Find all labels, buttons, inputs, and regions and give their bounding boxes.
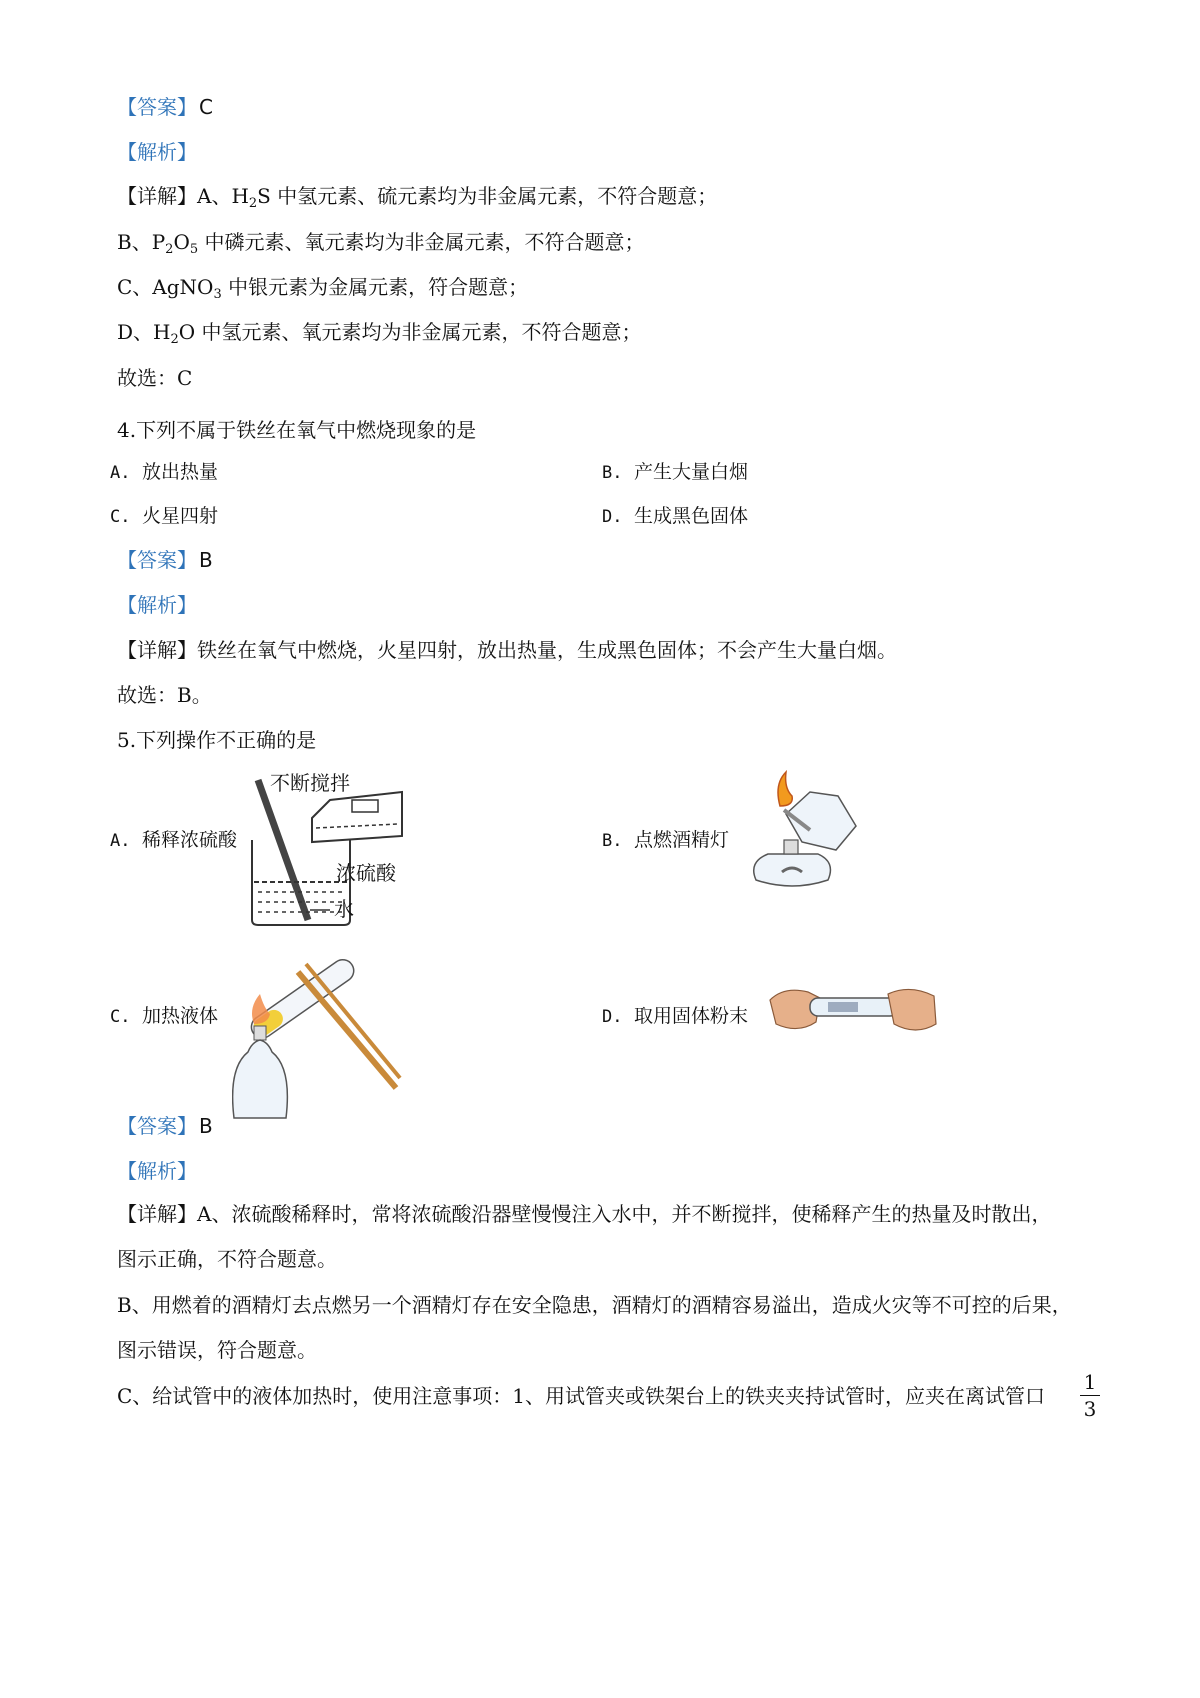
glass-rod xyxy=(258,780,308,920)
q4-option-a-letter: A. xyxy=(110,463,131,483)
q3-detail-c xyxy=(117,273,528,301)
q3-detail-d-pre: D、H xyxy=(117,320,171,344)
powder xyxy=(828,1002,858,1012)
q3-detail-b-pre: B、P xyxy=(117,230,166,254)
q3-detail-a xyxy=(117,182,717,210)
q5-option-d-text: 取用固体粉末 xyxy=(634,1005,749,1027)
flame-icon xyxy=(778,772,792,806)
q4-option-c-text: 火星四射 xyxy=(142,505,219,527)
q5-option-d xyxy=(602,1002,748,1031)
q4-answer-value: B xyxy=(199,548,213,572)
q4-option-c-letter: C. xyxy=(110,507,131,527)
q5-option-a-text: 稀释浓硫酸 xyxy=(142,829,238,851)
q3-detail-d-post: O 中氢元素、氧元素均为非金属元素，不符合题意； xyxy=(178,320,642,344)
q3-detail-a-pre: A、H xyxy=(197,184,249,208)
heating-liquid-figure xyxy=(232,928,432,1128)
q4-option-d-text: 生成黑色固体 xyxy=(634,505,749,527)
q4-detail-text: 铁丝在氧气中燃烧，火星四射，放出热量，生成黑色固体；不会产生大量白烟。 xyxy=(197,638,897,662)
q3-detail-b-mid: O xyxy=(173,230,190,254)
q5-option-a-letter: A. xyxy=(110,831,131,851)
q3-detail-b-sub2: 5 xyxy=(189,242,199,257)
detail-tag: 【详解】 xyxy=(117,1202,197,1226)
analysis-tag: 【解析】 xyxy=(117,593,197,617)
figure-a-stir-label: 不断搅拌 xyxy=(270,771,350,795)
q5-detail-b2: 图示错误，符合题意。 xyxy=(117,1338,317,1362)
q4-option-d-letter: D. xyxy=(602,507,623,527)
q4-option-d xyxy=(602,502,748,531)
q4-detail xyxy=(117,636,897,664)
q3-detail-b-sub1: 2 xyxy=(165,242,174,257)
q5-option-c xyxy=(110,1002,218,1031)
detail-tag: 【详解】 xyxy=(117,184,197,208)
q4-option-a xyxy=(110,458,218,487)
test-tube-holder xyxy=(298,972,396,1088)
powder-figure xyxy=(768,980,938,1040)
q3-answer-value: C xyxy=(199,95,213,119)
q5-option-c-letter: C. xyxy=(110,1007,131,1027)
analysis-tag: 【解析】 xyxy=(117,140,197,164)
q4-option-b-text: 产生大量白烟 xyxy=(634,461,749,483)
q3-detail-a-post: S 中氢元素、硫元素均为非金属元素，不符合题意； xyxy=(257,184,718,208)
q3-detail-b xyxy=(117,228,644,256)
q5-detail-c1: C、给试管中的液体加热时，使用注意事项：1、用试管夹或铁架台上的铁夹夹持试管时，应夹在离试管口 xyxy=(117,1384,1046,1408)
q5-detail-a1-text: A、浓硫酸稀释时，常将浓硫酸沿器壁慢慢注入水中，并不断搅拌，使稀释产生的热量及时散出， xyxy=(197,1202,1052,1226)
alcohol-lamp-figure xyxy=(740,770,870,900)
fraction-denominator: 3 xyxy=(1083,1397,1097,1421)
q5-stem: 5.下列操作不正确的是 xyxy=(117,728,317,752)
detail-tag: 【详解】 xyxy=(117,638,197,662)
q4-option-b-letter: B. xyxy=(602,463,623,483)
alcohol-lamp xyxy=(233,1040,288,1118)
dilute-acid-figure xyxy=(250,770,460,930)
q3-detail-d xyxy=(117,318,642,346)
q5-analysis-line xyxy=(117,1157,197,1185)
q5-option-b-letter: B. xyxy=(602,831,623,851)
fraction-one-third xyxy=(1080,1370,1100,1421)
q5-option-a xyxy=(110,826,237,855)
q5-detail-a1 xyxy=(117,1200,1051,1228)
answer-tag: 【答案】 xyxy=(117,548,197,572)
q5-option-d-letter: D. xyxy=(602,1007,623,1027)
q3-detail-c-pre: C、AgNO xyxy=(117,275,214,299)
q4-option-b xyxy=(602,458,748,487)
lower-lamp xyxy=(754,854,831,886)
answer-tag: 【答案】 xyxy=(117,1114,197,1138)
q3-answer-line xyxy=(117,93,213,121)
fraction-numerator: 1 xyxy=(1083,1370,1097,1394)
right-hand-icon xyxy=(888,989,936,1030)
q3-detail-c-sub: 3 xyxy=(213,287,222,302)
analysis-tag: 【解析】 xyxy=(117,1159,197,1183)
figure-a-acid-label: 浓硫酸 xyxy=(336,861,396,885)
q3-detail-a-sub: 2 xyxy=(248,196,258,211)
q5-detail-b1: B、用燃着的酒精灯去点燃另一个酒精灯存在安全隐患，酒精灯的酒精容易溢出，造成火灾等不可控的后果， xyxy=(117,1293,1072,1317)
q5-option-b-text: 点燃酒精灯 xyxy=(634,829,730,851)
flame-icon xyxy=(252,994,270,1024)
q4-answer-line xyxy=(117,546,213,574)
q3-detail-c-post: 中银元素为金属元素，符合题意； xyxy=(221,275,529,299)
q4-stem: 4.下列不属于铁丝在氧气中燃烧现象的是 xyxy=(117,418,477,442)
q5-answer-line xyxy=(117,1112,213,1140)
answer-tag: 【答案】 xyxy=(117,95,197,119)
figure-a-water-label: 水 xyxy=(334,897,354,921)
q5-option-c-text: 加热液体 xyxy=(142,1005,219,1027)
q3-detail-b-post: 中磷元素、氧元素均为非金属元素，不符合题意； xyxy=(198,230,645,254)
q3-detail-d-sub: 2 xyxy=(170,332,179,347)
q3-conclusion: 故选：C xyxy=(117,366,193,390)
q4-option-c xyxy=(110,502,218,531)
q5-answer-value: B xyxy=(199,1114,213,1138)
q5-detail-a2: 图示正确，不符合题意。 xyxy=(117,1247,337,1271)
q4-option-a-text: 放出热量 xyxy=(142,461,219,483)
q4-analysis-line xyxy=(117,591,197,619)
q3-analysis-line xyxy=(117,138,197,166)
q4-conclusion: 故选：B。 xyxy=(117,683,212,707)
bottle-label xyxy=(352,800,378,812)
q5-option-b xyxy=(602,826,729,855)
